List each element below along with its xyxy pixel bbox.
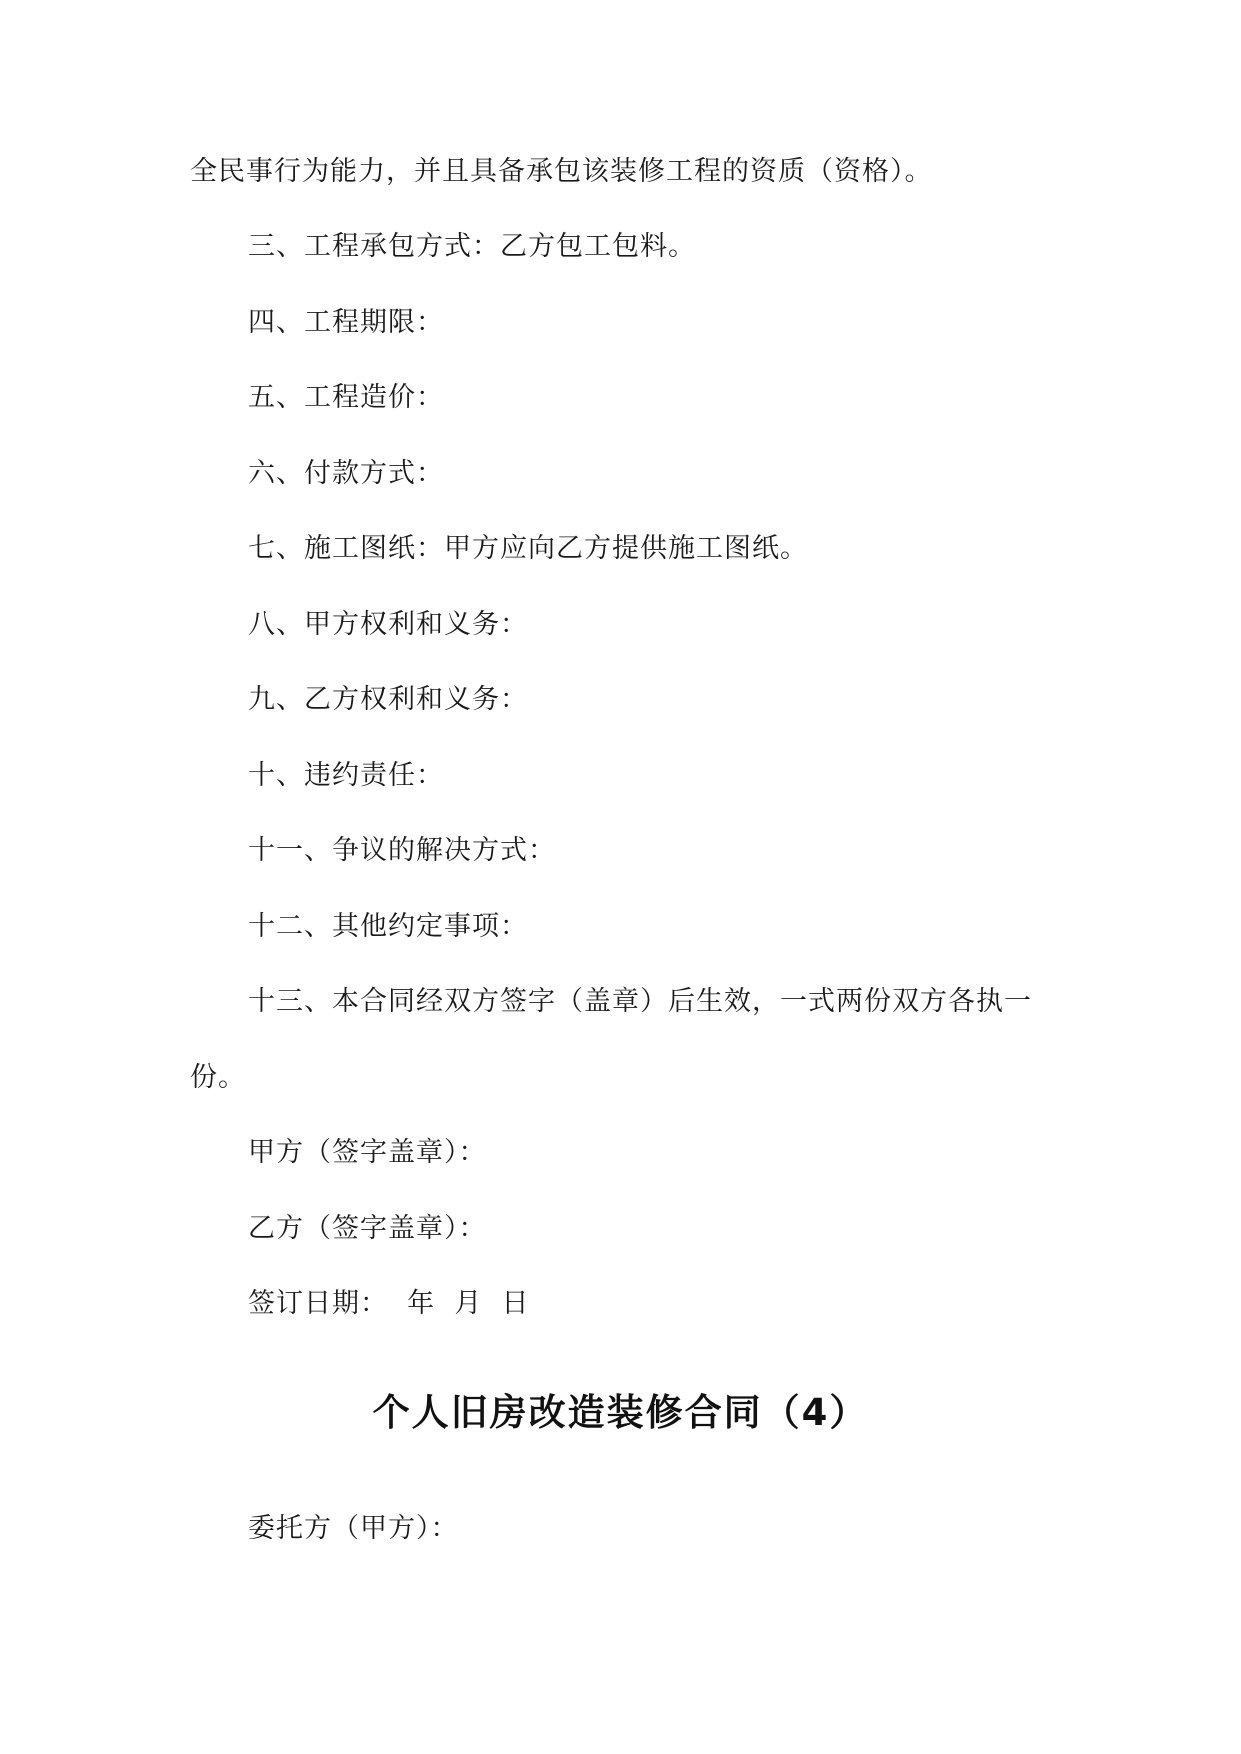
clause-payment-method: 六、付款方式： — [248, 458, 444, 489]
clause-construction-drawings: 七、施工图纸：甲方应向乙方提供施工图纸。 — [248, 533, 808, 564]
clause-effectiveness-continued: 份。 — [190, 1062, 246, 1093]
clause-project-cost: 五、工程造价： — [248, 382, 444, 413]
clause-party-b-rights: 九、乙方权利和义务： — [248, 684, 528, 715]
clause-party-a-rights: 八、甲方权利和义务： — [248, 609, 528, 640]
contract-title: 个人旧房改造装修合同（4） — [372, 1391, 869, 1434]
clause-contract-method: 三、工程承包方式：乙方包工包料。 — [248, 231, 696, 262]
clause-project-period: 四、工程期限： — [248, 307, 444, 338]
party-a-signature: 甲方（签字盖章）： — [248, 1137, 487, 1168]
clause-dispute-resolution: 十一、争议的解决方式： — [248, 835, 556, 866]
paragraph-continuation: 全民事行为能力，并且具备承包该装修工程的资质（资格）。 — [190, 156, 933, 187]
signing-date: 签订日期： 年 月 日 — [248, 1288, 530, 1319]
clause-liability: 十、违约责任： — [248, 760, 444, 791]
client-party-a: 委托方（甲方）： — [248, 1513, 459, 1544]
clause-other-matters: 十二、其他约定事项： — [248, 911, 528, 942]
party-b-signature: 乙方（签字盖章）： — [248, 1213, 487, 1244]
clause-effectiveness: 十三、本合同经双方签字（盖章）后生效，一式两份双方各执一 — [248, 986, 1032, 1017]
